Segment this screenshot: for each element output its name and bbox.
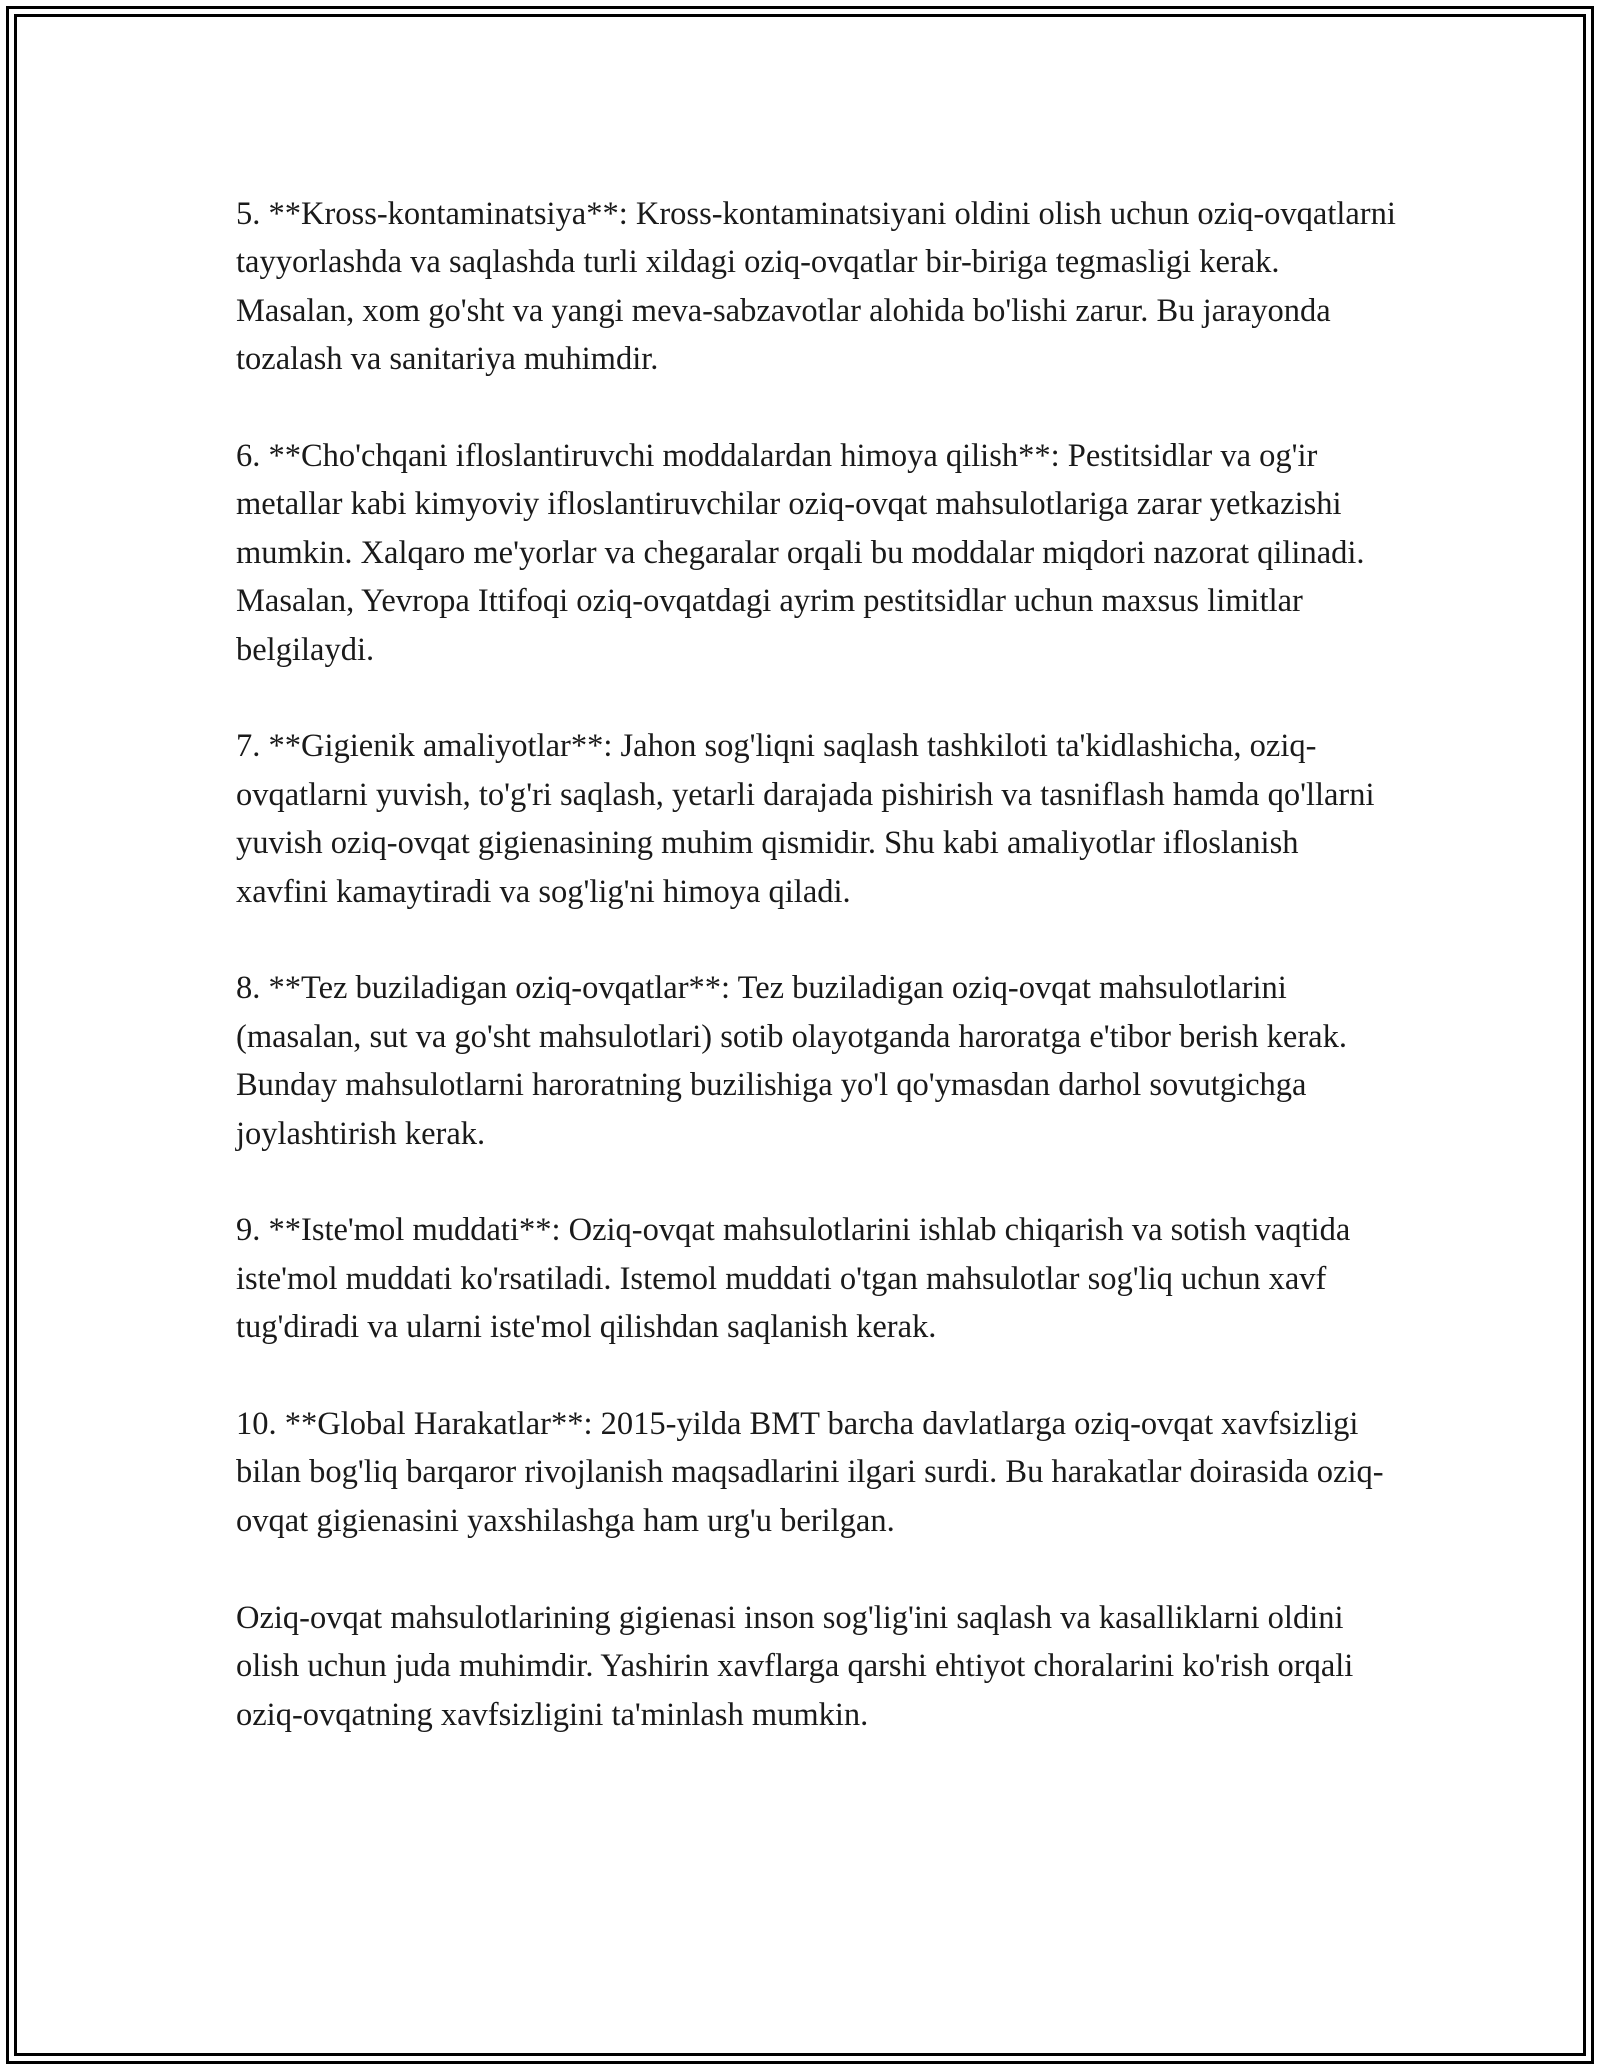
paragraph-contaminant-protection: 6. **Cho'chqani ifloslantiruvchi moddalardan himoya qilish**: Pestitsidlar va og'ir metallar kabi kimyoviy ifloslantiruvchilar oziq-ovqat mahsulotlariga zarar yetkazishi mumkin. Xalqaro me'yorlar va chegaralar orqali bu moddalar miqdori nazorat qilinadi. Masalan, Yevropa Ittifoqi oziq-ovqatdagi ayrim pestitsidlar uchun maxsus limitlar belgilaydi. xyxy=(236,438,1365,668)
paragraph-global-actions: 10. **Global Harakatlar**: 2015-yilda BMT barcha davlatlarga oziq-ovqat xavfsizligi bilan bog'liq barqaror rivojlanish maqsadlarini ilgari surdi. Bu harakatlar doirasida oziq-ovqat gigienasini yaxshilashga ham urg'u berilgan. xyxy=(236,1406,1384,1539)
paragraph-cross-contamination: 5. **Kross-kontaminatsiya**: Kross-kontaminatsiyani oldini olish uchun oziq-ovqatlarni tayyorlashda va saqlashda turli xildagi oziq-ovqatlar bir-biriga tegmasligi kerak. Masalan, xom go'sht va yangi meva-sabzavotlar alohida bo'lishi zarur. Bu jarayonda tozalash va sanitariya muhimdir. xyxy=(236,196,1396,378)
paragraph-perishable-foods: 8. **Tez buziladigan oziq-ovqatlar**: Tez buziladigan oziq-ovqat mahsulotlarini (masalan, sut va go'sht mahsulotlari) sotib olayotganda haroratga e'tibor berish kerak. Bunday mahsulotlarni haroratning buzilishiga yo'l qo'ymasdan darhol sovutgichga joylashtirish kerak. xyxy=(236,970,1347,1152)
paragraph-hygienic-practices: 7. **Gigienik amaliyotlar**: Jahon sog'liqni saqlash tashkiloti ta'kidlashicha, oziq-ovqatlarni yuvish, to'g'ri saqlash, yetarli darajada pishirish va tasniflash hamda qo'llarni yuvish oziq-ovqat gigienasining muhim qismidir. Shu kabi amaliyotlar ifloslanish xavfini kamaytiradi va sog'lig'ni himoya qiladi. xyxy=(236,728,1375,910)
paragraph-conclusion: Oziq-ovqat mahsulotlarining gigienasi inson sog'lig'ini saqlash va kasalliklarni oldini olish uchun juda muhimdir. Yashirin xavflarga qarshi ehtiyot choralarini ko'rish orqali oziq-ovqatning xavfsizligini ta'minlash mumkin. xyxy=(236,1599,1354,1733)
document-body xyxy=(236,190,1396,1739)
paragraph-expiration-date: 9. **Iste'mol muddati**: Oziq-ovqat mahsulotlarini ishlab chiqarish va sotish vaqtida iste'mol muddati ko'rsatiladi. Istemol muddati o'tgan mahsulotlar sog'liq uchun xavf tug'diradi va ularni iste'mol qilishdan saqlanish kerak. xyxy=(236,1212,1351,1346)
